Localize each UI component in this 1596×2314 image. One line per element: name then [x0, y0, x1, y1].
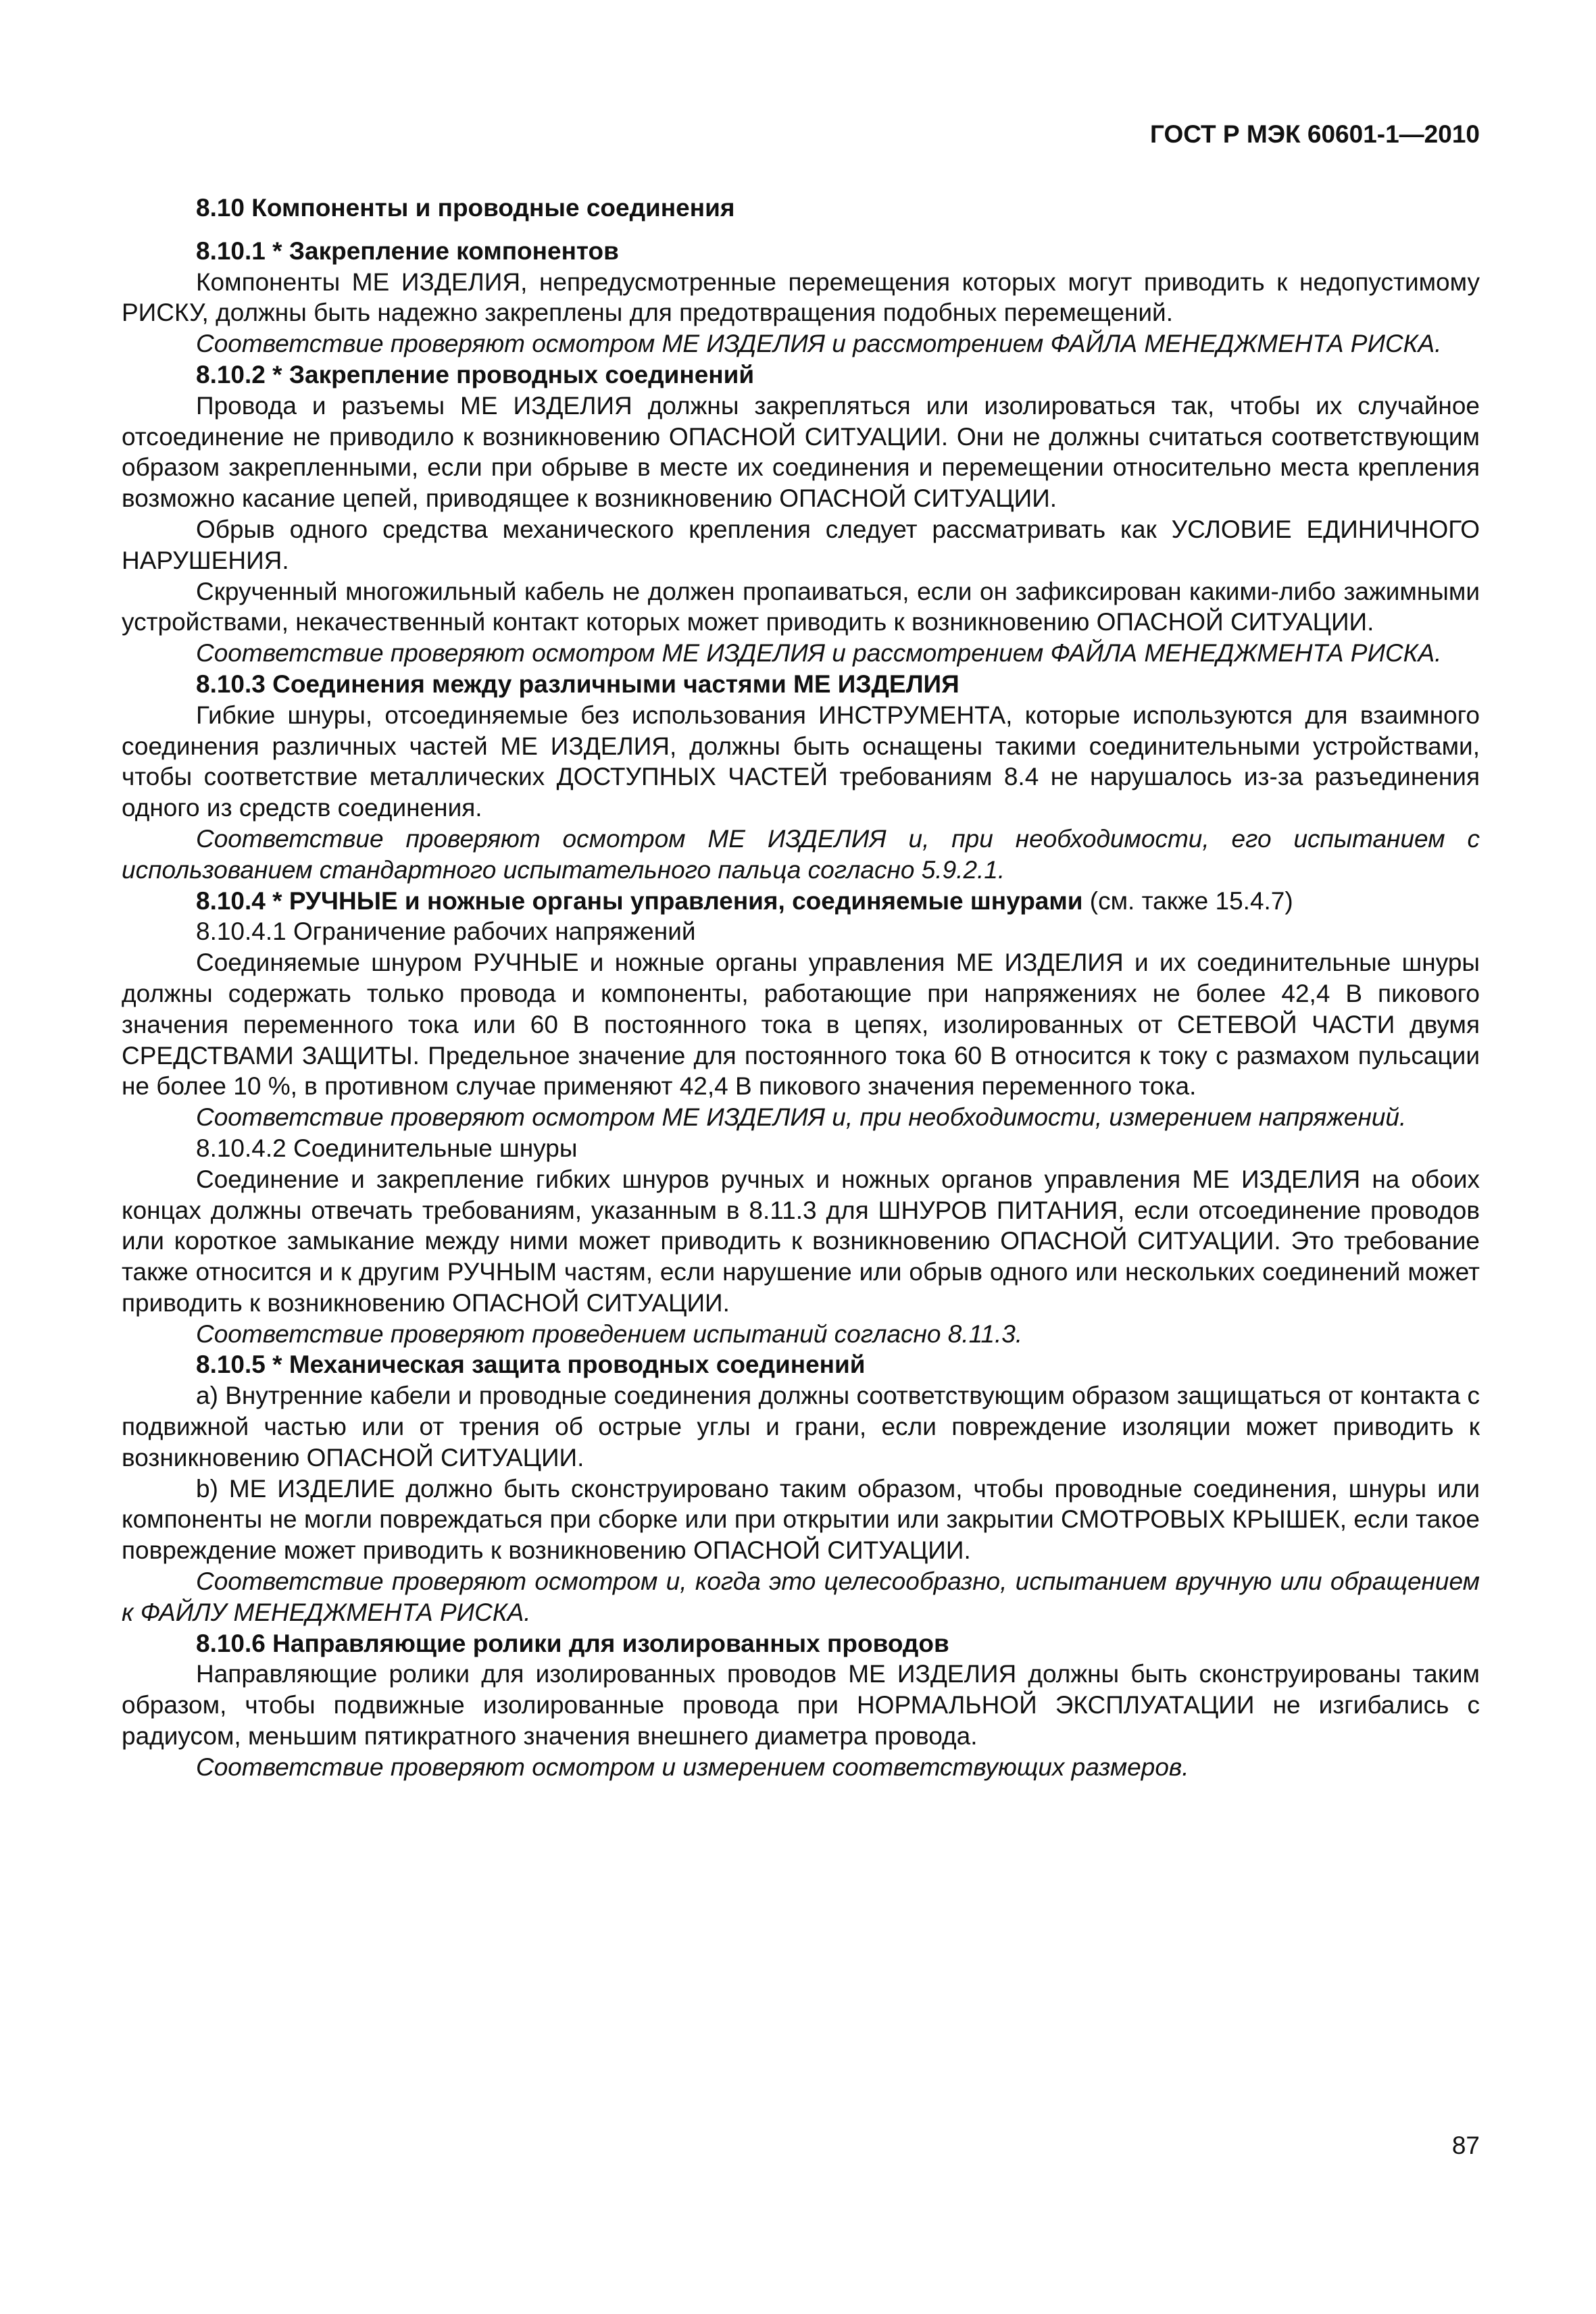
paragraph-text: 8.10.4.1 Ограничение рабочих напряжений	[196, 917, 696, 946]
body-paragraph	[122, 916, 1480, 947]
paragraph-text: 8.10 Компоненты и проводные соединения	[196, 194, 735, 222]
body-paragraph	[122, 576, 1480, 638]
section-heading	[122, 236, 1480, 267]
body-paragraph	[122, 391, 1480, 514]
body-paragraph	[122, 1164, 1480, 1319]
document-page	[122, 0, 1480, 2314]
standard-header: ГОСТ Р МЭК 60601-1—2010	[1149, 120, 1480, 148]
body-paragraph	[122, 1474, 1480, 1566]
paragraph-text: 8.10.4 * РУЧНЫЕ и ножные органы управления, соединяемые шнурами	[196, 886, 1083, 915]
heading-reference: (см. также 15.4.7)	[1082, 886, 1293, 915]
section-heading	[122, 1349, 1480, 1380]
paragraph-text: Соответствие проверяют осмотром МЕ ИЗДЕЛИЯ и, при необходимости, измерением напряжений.	[196, 1103, 1407, 1132]
body-paragraph	[122, 1380, 1480, 1473]
paragraph-text: 8.10.3 Соединения между различными частями МЕ ИЗДЕЛИЯ	[196, 670, 959, 698]
paragraph-text: Соответствие проверяют проведением испытаний согласно 8.11.3.	[196, 1319, 1023, 1348]
paragraph-text: Провода и разъемы МЕ ИЗДЕЛИЯ должны закрепляться или изолироваться так, чтобы их случайное отсоединение не приводило к возникновению ОПАСНОЙ СИТУАЦИИ. Они не должны считаться соответствующим образом закрепленными, если при обрыве в месте их соединения и перемещении относительно места крепления возможно касание цепей, приводящее к возникновению ОПАСНОЙ СИТУАЦИИ.	[122, 391, 1480, 513]
paragraph-text: Соответствие проверяют осмотром МЕ ИЗДЕЛИЯ и рассмотрением ФАЙЛА МЕНЕДЖМЕНТА РИСКА.	[196, 330, 1442, 358]
compliance-note	[122, 824, 1480, 886]
paragraph-text: 8.10.4.2 Соединительные шнуры	[196, 1134, 578, 1162]
compliance-note	[122, 1102, 1480, 1133]
paragraph-text: a) Внутренние кабели и проводные соединения должны соответствующим образом защищаться от контакта с подвижной частью или от трения об острые углы и грани, если повреждение изоляции может приводить к возникновению ОПАСНОЙ СИТУАЦИИ.	[122, 1382, 1480, 1472]
body-paragraph	[122, 267, 1480, 329]
paragraph-text: 8.10.6 Направляющие ролики для изолированных проводов	[196, 1629, 949, 1657]
compliance-note	[122, 1319, 1480, 1350]
body-paragraph	[122, 514, 1480, 576]
body-paragraph	[122, 947, 1480, 1102]
paragraph-text: Компоненты МЕ ИЗДЕЛИЯ, непредусмотренные перемещения которых могут приводить к недопустимому РИСКУ, должны быть надежно закреплены для предотвращения подобных перемещений.	[122, 268, 1480, 327]
compliance-note	[122, 1752, 1480, 1783]
paragraph-text: Гибкие шнуры, отсоединяемые без использования ИНСТРУМЕНТА, которые используются для взаимного соединения различных частей МЕ ИЗДЕЛИЯ, должны быть оснащены такими соединительными устройствами, чтобы соответствие металлических ДОСТУПНЫХ ЧАСТЕЙ требованиям 8.4 не нарушалось из-за разъединения одного из средств соединения.	[122, 701, 1480, 822]
body-paragraph	[122, 1659, 1480, 1751]
paragraph-text: Обрыв одного средства механического крепления следует рассматривать как УСЛОВИЕ ЕДИНИЧНОГО НАРУШЕНИЯ.	[122, 515, 1480, 574]
section-heading	[122, 669, 1480, 700]
body-paragraph	[122, 700, 1480, 824]
compliance-note	[122, 638, 1480, 669]
paragraph-text: Скрученный многожильный кабель не должен пропаиваться, если он зафиксирован какими-либо зажимными устройствами, некачественный контакт которых может приводить к возникновению ОПАСНОЙ СИТУАЦИИ.	[122, 577, 1480, 636]
paragraph-text: Соответствие проверяют осмотром и, когда это целесообразно, испытанием вручную или обращением к ФАЙЛУ МЕНЕДЖМЕНТА РИСКА.	[122, 1567, 1480, 1626]
paragraph-text: Направляющие ролики для изолированных проводов МЕ ИЗДЕЛИЯ должны быть сконструированы таким образом, чтобы подвижные изолированные провода при НОРМАЛЬНОЙ ЭКСПЛУАТАЦИИ не изгибались с радиусом, меньшим пятикратного значения внешнего диаметра провода.	[122, 1660, 1480, 1751]
paragraph-text: Соединение и закрепление гибких шнуров ручных и ножных органов управления МЕ ИЗДЕЛИЯ на обоих концах должны отвечать требованиям, указанным в 8.11.3 для ШНУРОВ ПИТАНИЯ, если отсоединение проводов или короткое замыкание между ними может приводить к возникновению ОПАСНОЙ СИТУАЦИИ. Это требование также относится и к другим РУЧНЫМ частям, если нарушение или обрыв одного или нескольких соединений может приводить к возникновению ОПАСНОЙ СИТУАЦИИ.	[122, 1165, 1480, 1317]
compliance-note	[122, 1566, 1480, 1628]
paragraph-text: b) МЕ ИЗДЕЛИЕ должно быть сконструировано таким образом, чтобы проводные соединения, шнуры или компоненты не могли повреждаться при сборке или при открытии или закрытии СМОТРОВЫХ КРЫШЕК, если такое повреждение может приводить к возникновению ОПАСНОЙ СИТУАЦИИ.	[122, 1474, 1480, 1565]
compliance-note	[122, 328, 1480, 359]
section-heading	[122, 886, 1480, 917]
paragraph-text: Соответствие проверяют осмотром МЕ ИЗДЕЛИЯ и, при необходимости, его испытанием с использованием стандартного испытательного пальца согласно 5.9.2.1.	[122, 824, 1480, 884]
body-paragraph	[122, 1133, 1480, 1164]
paragraph-text: 8.10.5 * Механическая защита проводных соединений	[196, 1351, 866, 1379]
paragraph-text: 8.10.2 * Закрепление проводных соединений	[196, 360, 755, 388]
section-heading	[122, 359, 1480, 391]
page-number: 87	[1451, 2132, 1480, 2159]
section-heading	[122, 193, 1480, 224]
paragraph-text: Соединяемые шнуром РУЧНЫЕ и ножные органы управления МЕ ИЗДЕЛИЯ и их соединительные шнуры должны содержать только провода и компоненты, работающие при напряжениях не более 42,4 В пикового значения переменного тока или 60 В постоянного тока в цепях, изолированных от СЕТЕВОЙ ЧАСТИ двумя СРЕДСТВАМИ ЗАЩИТЫ. Предельное значение для постоянного тока 60 В относится к току с размахом пульсации не более 10 %, в противном случае применяют 42,4 В пикового значения переменного тока.	[122, 949, 1480, 1101]
paragraph-text: Соответствие проверяют осмотром и измерением соответствующих размеров.	[196, 1753, 1189, 1781]
section-heading	[122, 1628, 1480, 1659]
document-body	[122, 193, 1480, 1783]
paragraph-text: 8.10.1 * Закрепление компонентов	[196, 236, 619, 265]
paragraph-text: Соответствие проверяют осмотром МЕ ИЗДЕЛИЯ и рассмотрением ФАЙЛА МЕНЕДЖМЕНТА РИСКА.	[196, 639, 1442, 668]
